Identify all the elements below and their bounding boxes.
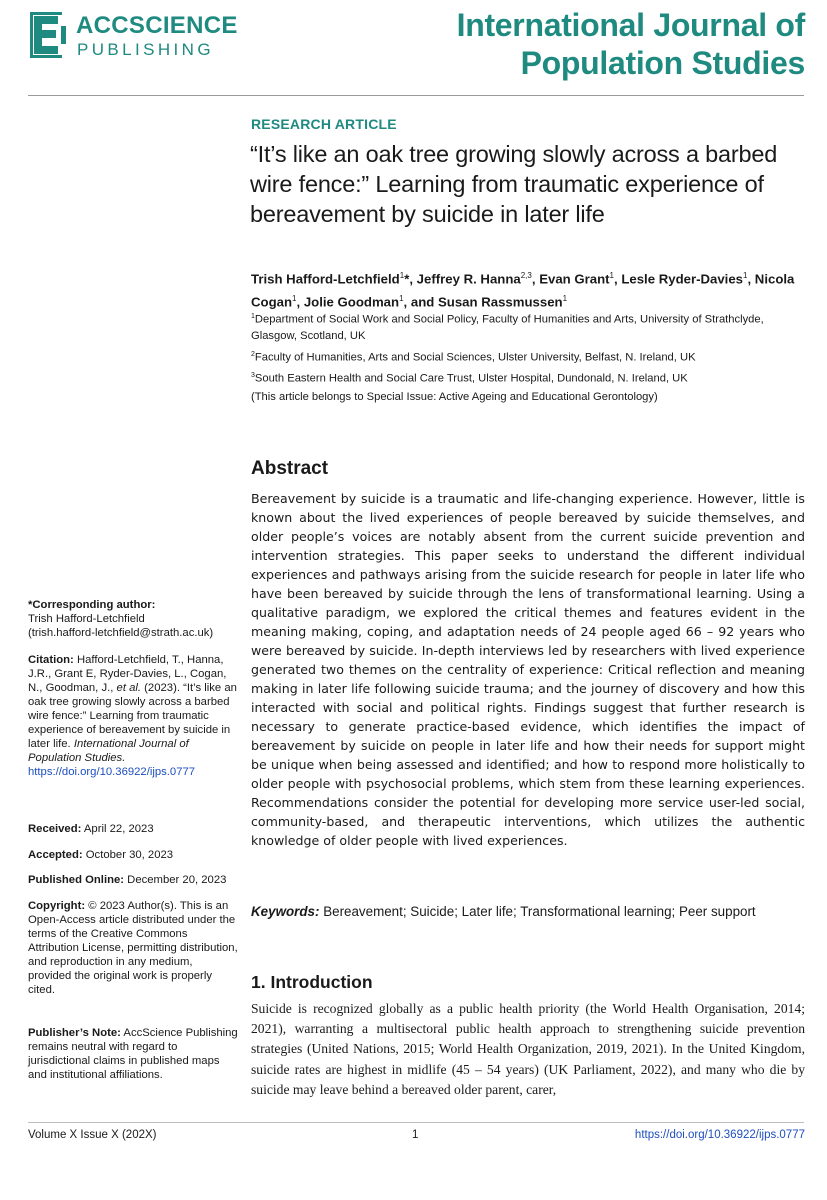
affiliation-sup: 1	[251, 313, 255, 320]
affiliation-1	[251, 309, 807, 344]
affiliation-3	[251, 368, 807, 387]
abstract-body: Bereavement by suicide is a traumatic and life-changing experience. However, little is known about the lived experiences of people bereaved by suicide themselves, and older people’s voices are notably absent from the current suicide prevention and intervention strategies. This paper seeks to understand the different individual experiences and pathways arising from the suicide research for people in later life who have been bereaved by suicide through the lens of transformational learning. Using a qualitative paradigm, we explored the critical themes and features evident in the meaning making, coping, and adaptation needs of 24 people aged 66 – 92 years who were bereaved by suicide. In-depth interviews led by researchers with lived experience generated two themes on the centrality of experience: Critical reflection and meaning making in later life following suicide trauma; and the journey of discovery and how this interacted with social and political rights. Findings suggest that further research is necessary to generate practice-based evidence, which identifies the impact of bereavement by suicide on people in later life and how their needs for support might be unique when being assessed and identified; and how to respond more holistically to older people with psychosocial problems, which stem from these learning experiences. Recommendations consider the potential for developing more service user-led social, community-based, and therapeutic interventions, which utilizes the authentic knowledge of older people with lived experiences.	[251, 491, 805, 848]
citation-journal: International Journal of Population Studies.	[28, 738, 189, 764]
affiliation-text: Department of Social Work and Social Policy, Faculty of Humanities and Arts, University of Strathclyde, Glasgow, Scotland, UK	[251, 313, 764, 342]
citation-etal: et al.	[116, 682, 142, 694]
accepted-date	[28, 848, 238, 862]
received-date	[28, 822, 238, 836]
journal-title	[457, 6, 805, 82]
author-list: Trish Hafford-Letchfield$^1$*, Jeffrey R. Hanna$^{2,3}$, Evan Grant$^1$, Lesle Ryder-Davies$^1$, Nicola Cogan$^1$, Jolie Goodman$^1$, and Susan Rassmussen$^1$	[251, 271, 795, 310]
article-title: “It’s like an oak tree growing slowly across a barbed wire fence:” Learning from traumatic experience of bereavement by suicide in later life	[250, 141, 778, 227]
keywords	[251, 903, 807, 921]
author-affil-sup: 1	[292, 294, 297, 304]
published-date	[28, 873, 238, 887]
publisher-note	[28, 1026, 238, 1082]
journal-title-line1: International Journal of	[456, 7, 805, 43]
article-type: RESEARCH ARTICLE	[251, 116, 397, 132]
affiliation-text: Faculty of Humanities, Arts and Social Sciences, Ulster University, Belfast, N. Ireland, UK	[254, 351, 696, 364]
accscience-logo-icon	[28, 12, 68, 58]
received-value: April 22, 2023	[83, 823, 154, 835]
publisher-note-text: AccScience Publishing remains neutral with regard to jurisdictional claims in published maps and institutional affiliations.	[28, 1027, 238, 1081]
accepted-label: Accepted:	[28, 849, 83, 861]
footer-divider	[28, 1122, 804, 1123]
author-name: Jeffrey R. Hanna	[416, 271, 521, 287]
copyright-text: © 2023 Author(s). This is an Open-Access article distributed under the terms of the Creative Commons Attribution License, permitting distribution, and reproduction in any medium, provided the original work is properly cited.	[28, 900, 238, 996]
author-name: Evan Grant	[539, 271, 610, 287]
author-affil-sup: 1	[743, 271, 748, 280]
introduction-body: Suicide is recognized globally as a public health priority (the World Health Organisation, 2014; 2021), warranting a multisectoral public health approach to strengthening suicide prevention strategies (United Nations, 2015; World Health Organization, 2019, 2021). In the United Kingdom, suicide rates are highest in midlife (45 – 54 years) (UK Parliament, 2022), and many who die by suicide may leave behind a bereaved older parent, carer,	[251, 1001, 805, 1097]
footer-volume: Volume X Issue X (202X)	[28, 1129, 157, 1141]
published-label: Published Online:	[28, 874, 125, 886]
corresponding-name: Trish Hafford-Letchfield	[28, 613, 145, 625]
copyright-label: Copyright:	[28, 900, 86, 912]
accepted-value: October 30, 2023	[85, 849, 174, 861]
publisher-note-label: Publisher’s Note:	[28, 1027, 121, 1039]
author-name: Susan Rassmussen	[437, 294, 563, 310]
header-divider	[28, 95, 804, 96]
publisher-logo	[28, 12, 238, 62]
publisher-name-line2: PUBLISHING	[77, 40, 214, 59]
abstract-heading: Abstract	[251, 458, 329, 479]
affiliation-sup: 2	[251, 351, 255, 358]
received-label: Received:	[28, 823, 82, 835]
author-affil-sup: 1	[562, 294, 568, 304]
introduction-heading: 1. Introduction	[251, 972, 373, 992]
author-name: Trish Hafford-Letchfield	[251, 271, 400, 287]
copyright	[28, 899, 238, 997]
affiliation-text: South Eastern Health and Social Care Trust, Ulster Hospital, Dundonald, N. Ireland, UK	[254, 372, 688, 385]
author-name: Jolie Goodman	[303, 294, 400, 310]
footer-doi-link[interactable]: https://doi.org/10.36922/ijps.0777	[634, 1129, 805, 1141]
author-name: Nicola Cogan	[251, 271, 795, 310]
citation-text2: (2023). “It’s like an oak tree growing slowly across a barbed wire fence:” Learning from traumatic experience of bereavement by suicide in later life.	[28, 682, 237, 750]
footer-page-number: 1	[412, 1129, 419, 1141]
publisher-name-line1: ACCSCIENCE	[76, 12, 238, 39]
affiliation-2	[251, 347, 807, 366]
published-value: December 20, 2023	[127, 874, 227, 886]
corresponding-label: *Corresponding author:	[28, 599, 156, 611]
citation-text: Hafford-Letchfield, T., Hanna, J.R., Grant E, Ryder-Davies, L., Cogan, N., Goodman, J.,	[28, 654, 227, 694]
citation-doi-link[interactable]: https://doi.org/10.36922/ijps.0777	[28, 766, 196, 778]
corresponding-author	[28, 598, 238, 640]
author-corresponding-mark: *	[404, 271, 410, 287]
author-affil-sup: 1	[399, 271, 405, 280]
affiliation-sup: 3	[251, 372, 255, 379]
special-issue-note: (This article belongs to Special Issue: Active Ageing and Educational Gerontology)	[251, 391, 658, 403]
author-name: Lesle Ryder-Davies	[621, 271, 744, 287]
author-list-conjunction: and	[410, 294, 435, 310]
keywords-label: Keywords:	[251, 904, 320, 919]
citation	[28, 653, 238, 779]
author-affil-sup: 1	[609, 271, 614, 280]
citation-label: Citation:	[28, 654, 74, 666]
keywords-text: Bereavement; Suicide; Later life; Transformational learning; Peer support	[323, 904, 756, 919]
author-affil-sup: 2,3	[520, 271, 532, 280]
author-affil-sup: 1	[399, 294, 404, 304]
journal-title-line2: Population Studies	[520, 45, 805, 81]
corresponding-email[interactable]: (trish.hafford-letchfield@strath.ac.uk)	[28, 627, 214, 639]
